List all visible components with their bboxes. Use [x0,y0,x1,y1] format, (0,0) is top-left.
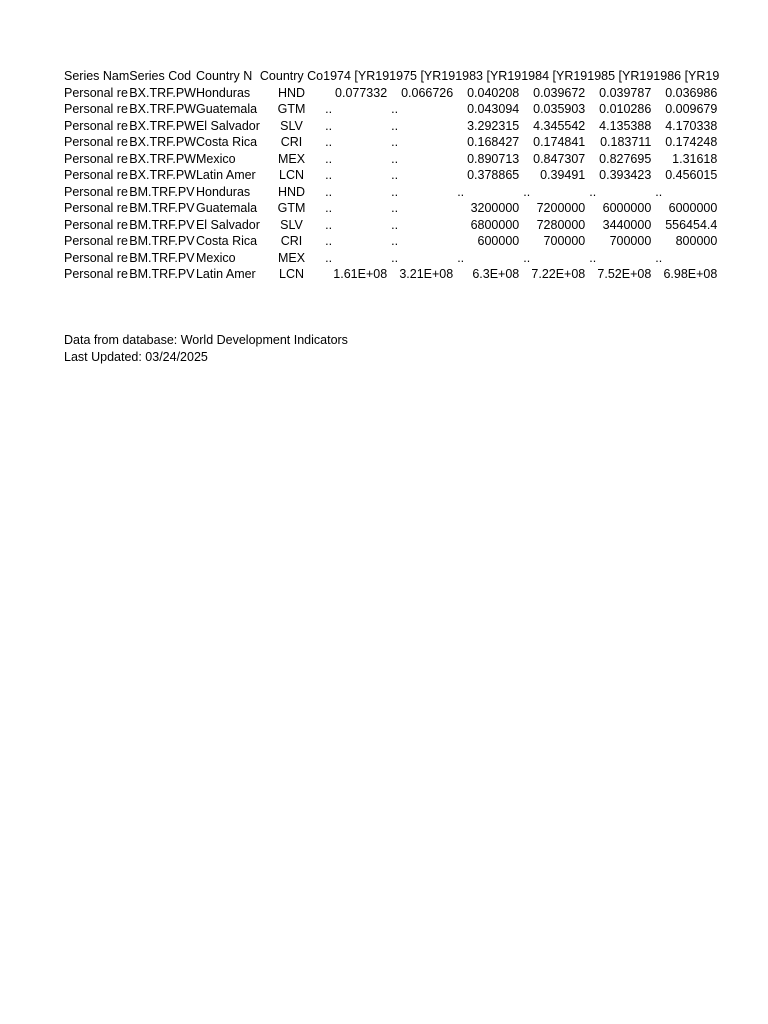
cell-yr1974[interactable]: .. [325,184,333,199]
cell-country-code[interactable]: SLV [280,118,303,133]
cell-yr1974[interactable]: .. [325,102,333,116]
cell-series-code[interactable]: BM.TRF.PV [129,217,195,232]
cell-yr1985[interactable]: .. [589,250,597,265]
cell-country-code[interactable]: HND [277,85,306,100]
cell-yr1986[interactable]: .. [655,250,663,265]
cell-yr1975[interactable]: .. [391,168,399,182]
cell-series-name[interactable]: Personal re [64,201,128,215]
cell-series-code[interactable]: BX.TRF.PW [129,102,196,116]
header-cell-yr1975[interactable]: 1975 [YR19 [389,69,456,83]
cell-yr1986[interactable]: 800000 [675,234,718,248]
cell-yr1983[interactable]: 6800000 [470,217,520,232]
cell-series-name[interactable]: Personal re [64,151,128,166]
header-cell-series-name[interactable]: Series Nam [64,69,130,83]
cell-yr1985[interactable]: 0.393423 [599,168,652,182]
cell-series-code[interactable]: BX.TRF.PW [129,151,196,166]
table-row [64,200,719,217]
cell-country-code[interactable]: LCN [279,267,305,281]
cell-country-name[interactable]: Latin Amer [195,168,256,182]
header-cell-yr1983[interactable]: 1983 [YR19 [455,69,522,83]
cell-yr1975[interactable]: .. [391,118,399,133]
table-row [64,85,719,102]
header-cell-country-name[interactable]: Country N [195,69,253,83]
cell-yr1984[interactable]: 0.39491 [540,168,586,182]
cell-yr1983[interactable]: 0.043094 [467,102,520,116]
cell-yr1975[interactable]: .. [391,217,399,232]
cell-yr1984[interactable]: 7.22E+08 [531,267,586,281]
cell-country-name[interactable]: Honduras [195,85,251,100]
table-row [64,134,719,151]
cell-yr1975[interactable]: .. [391,135,399,149]
cell-yr1983[interactable]: 3.292315 [467,118,520,133]
table-row [64,184,719,201]
cell-series-name[interactable]: Personal re [64,234,128,248]
header-cell-yr1974[interactable]: 1974 [YR19 [323,69,390,83]
header-cell-yr1985[interactable]: 1985 [YR19 [587,69,654,83]
cell-series-name[interactable]: Personal re [64,102,128,116]
cell-country-name[interactable]: Mexico [195,151,236,166]
cell-yr1984[interactable]: 0.035903 [533,102,586,116]
cell-yr1974[interactable]: .. [325,217,333,232]
footnotes [64,332,348,365]
last-updated-note: Last Updated: 03/24/2025 [64,349,208,364]
cell-series-name[interactable]: Personal re [64,217,128,232]
header-cell-series-code[interactable]: Series Cod [129,69,192,83]
cell-country-name[interactable]: Mexico [195,250,236,265]
cell-yr1984[interactable]: .. [523,184,531,199]
cell-country-name[interactable]: El Salvador [195,118,260,133]
cell-country-name[interactable]: El Salvador [195,217,260,232]
cell-yr1975[interactable]: .. [391,201,399,215]
cell-yr1983[interactable]: 0.890713 [467,151,520,166]
cell-series-code[interactable]: BM.TRF.PV [129,250,195,265]
cell-series-code[interactable]: BX.TRF.PW [129,118,196,133]
cell-series-code[interactable]: BM.TRF.PV [129,184,195,199]
data-table [64,68,719,283]
cell-country-name[interactable]: Latin Amer [195,267,256,281]
cell-yr1975[interactable]: .. [391,184,399,199]
cell-country-name[interactable]: Guatemala [195,102,258,116]
cell-yr1984[interactable]: 7280000 [536,217,586,232]
table-row [64,118,719,135]
cell-series-name[interactable]: Personal re [64,85,128,100]
cell-country-code[interactable]: LCN [279,168,305,182]
cell-yr1974[interactable]: .. [325,168,333,182]
table-row [64,250,719,267]
cell-yr1985[interactable]: 7.52E+08 [597,267,652,281]
cell-yr1984[interactable]: 0.039672 [533,85,586,100]
cell-yr1983[interactable]: 0.040208 [467,85,520,100]
cell-country-name[interactable]: Honduras [195,184,251,199]
cell-yr1985[interactable]: 0.827695 [599,151,652,166]
cell-yr1986[interactable]: 0.009679 [665,102,718,116]
cell-country-code[interactable]: HND [277,184,306,199]
spreadsheet [64,68,719,283]
header-cell-country-code[interactable]: Country Co [259,69,324,83]
cell-yr1985[interactable]: 0.183711 [600,135,652,149]
table-row [64,101,719,118]
cell-yr1985[interactable]: 6000000 [602,201,652,215]
cell-series-code[interactable]: BX.TRF.PW [129,85,196,100]
cell-series-name[interactable]: Personal re [64,135,128,149]
cell-yr1975[interactable]: 3.21E+08 [399,267,454,281]
cell-yr1974[interactable]: .. [325,151,333,166]
cell-yr1984[interactable]: 4.345542 [533,118,586,133]
cell-yr1985[interactable]: 700000 [609,234,652,248]
cell-yr1985[interactable]: 3440000 [602,217,652,232]
cell-series-name[interactable]: Personal re [64,267,128,281]
cell-yr1983[interactable]: 0.378865 [467,168,520,182]
cell-series-code[interactable]: BX.TRF.PW [129,168,196,182]
cell-yr1974[interactable]: 1.61E+08 [333,267,388,281]
cell-yr1974[interactable]: .. [325,250,333,265]
cell-yr1984[interactable]: 0.847307 [533,151,586,166]
cell-country-name[interactable]: Guatemala [195,201,258,215]
cell-series-code[interactable]: BM.TRF.PV [129,267,195,281]
cell-series-code[interactable]: BX.TRF.PW [129,135,196,149]
cell-yr1984[interactable]: 700000 [543,234,586,248]
cell-series-name[interactable]: Personal re [64,184,128,199]
cell-yr1974[interactable]: 0.077332 [335,85,388,100]
cell-yr1985[interactable]: 0.039787 [599,85,652,100]
cell-yr1983[interactable]: 0.168427 [467,135,520,149]
cell-yr1975[interactable]: .. [391,102,399,116]
cell-country-code[interactable]: GTM [277,102,306,116]
cell-series-code[interactable]: BM.TRF.PV [129,201,195,215]
cell-yr1983[interactable]: 3200000 [470,201,520,215]
cell-series-code[interactable]: BM.TRF.PV [129,234,195,248]
cell-country-code[interactable]: MEX [277,151,306,166]
cell-yr1986[interactable]: 0.174248 [665,135,718,149]
cell-yr1983[interactable]: 6.3E+08 [472,267,520,281]
cell-series-name[interactable]: Personal re [64,250,128,265]
cell-yr1985[interactable]: 0.010286 [599,102,652,116]
cell-yr1985[interactable]: .. [589,184,597,199]
cell-country-name[interactable]: Costa Rica [195,234,258,248]
header-row-group [64,68,719,85]
cell-yr1975[interactable]: .. [391,151,399,166]
cell-yr1986[interactable]: .. [655,184,663,199]
cell-country-code[interactable]: SLV [280,217,303,232]
cell-yr1985[interactable]: 4.135388 [599,118,652,133]
cell-yr1984[interactable]: .. [523,250,531,265]
cell-yr1986[interactable]: 6000000 [668,201,718,215]
cell-yr1986[interactable]: 6.98E+08 [663,267,718,281]
cell-yr1975[interactable]: .. [391,250,399,265]
cell-yr1986[interactable]: 0.456015 [665,168,718,182]
cell-yr1986[interactable]: 556454.4 [665,217,718,232]
cell-country-code[interactable]: CRI [280,234,303,248]
cell-country-code[interactable]: CRI [280,135,303,149]
cell-yr1974[interactable]: .. [325,135,333,149]
cell-yr1986[interactable]: 4.170338 [665,118,718,133]
cell-series-name[interactable]: Personal re [64,118,128,133]
table-body [64,85,719,283]
cell-series-name[interactable]: Personal re [64,168,128,182]
table-row [64,233,719,250]
cell-yr1984[interactable]: 7200000 [536,201,586,215]
cell-yr1986[interactable]: 1.31618 [672,151,718,166]
cell-country-code[interactable]: MEX [277,250,306,265]
cell-yr1974[interactable]: .. [325,118,333,133]
table-row [64,217,719,234]
cell-yr1983[interactable]: .. [457,250,465,265]
cell-yr1983[interactable]: 600000 [477,234,520,248]
header-cell-yr1984[interactable]: 1984 [YR19 [521,69,588,83]
table-row [64,151,719,168]
cell-yr1983[interactable]: .. [457,184,465,199]
cell-yr1974[interactable]: .. [325,201,333,215]
cell-yr1975[interactable]: 0.066726 [401,85,454,100]
cell-yr1974[interactable]: .. [325,234,333,248]
source-note: Data from database: World Development Indicators [64,333,348,347]
table-row [64,167,719,184]
header-cell-yr1986[interactable]: 1986 [YR19 [653,69,720,83]
cell-yr1975[interactable]: .. [391,234,399,248]
cell-country-name[interactable]: Costa Rica [195,135,258,149]
cell-country-code[interactable]: GTM [277,201,306,215]
table-row [64,266,719,283]
cell-yr1986[interactable]: 0.036986 [665,85,718,100]
header-row [64,68,719,85]
cell-yr1984[interactable]: 0.174841 [533,135,586,149]
